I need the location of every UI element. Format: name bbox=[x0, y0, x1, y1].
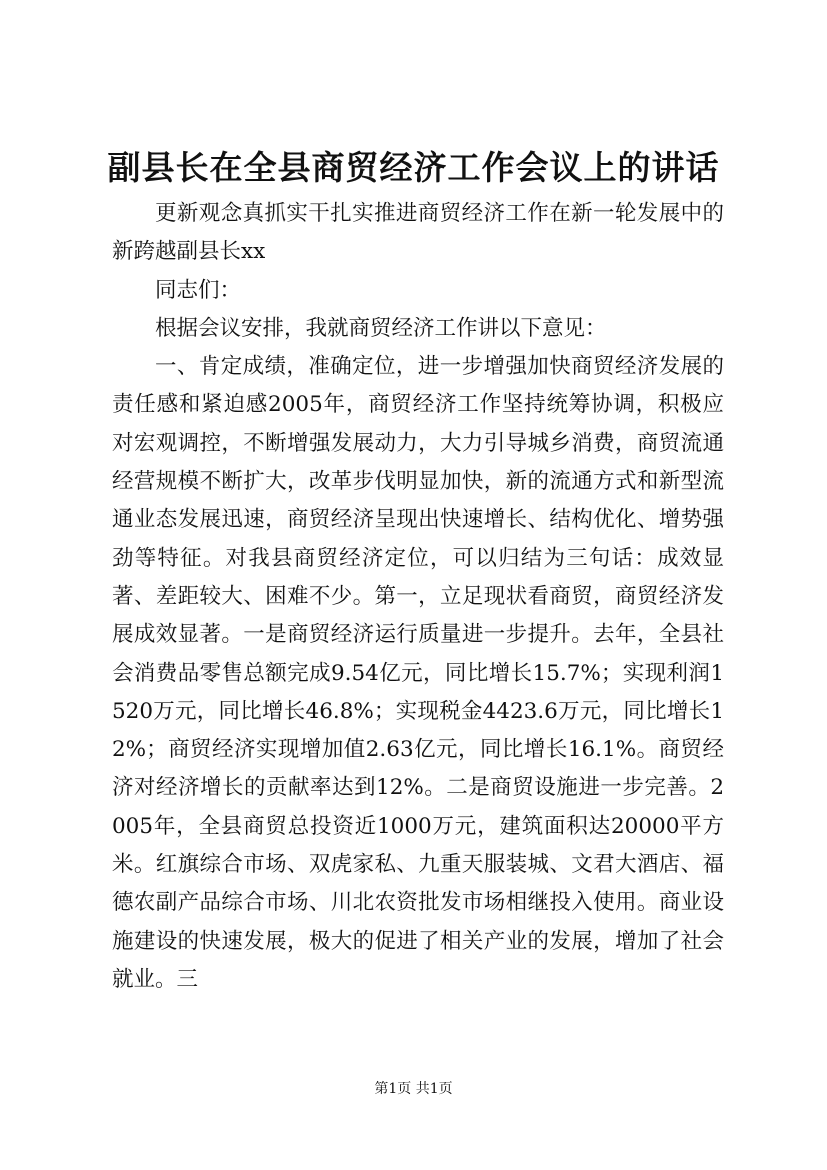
document-title: 副县长在全县商贸经济工作会议上的讲话 bbox=[107, 148, 720, 187]
body-paragraph: 一、肯定成绩，准确定位，进一步增强加快商贸经济发展的责任感和紧迫感2005年，商贸经济工作坚持统筹协调，积极应对宏观调控，不断增强发展动力，大力引导城乡消费，商贸流通经营规模不断扩大，改革步伐明显加快，新的流通方式和新型流通业态发展迅速，商贸经济呈现出快速增长、结构优化、增势强劲等特征。对我县商贸经济定位，可以归结为三句话：成效显著、差距较大、困难不少。第一，立足现状看商贸，商贸经济发展成效显著。一是商贸经济运行质量进一步提升。去年，全县社会消费品零售总额完成9.54亿元，同比增长15.7%；实现利润1520万元，同比增长46.8%；实现税金4423.6万元，同比增长12%；商贸经济实现增加值2.63亿元，同比增长16.1%。商贸经济对经济增长的贡献率达到12%。二是商贸设施进一步完善。2005年，全县商贸总投资近1000万元，建筑面积达20000平方米。红旗综合市场、双虎家私、九重天服装城、文君大酒店、福德农副产品综合市场、川北农资批发市场相继投入使用。商业设施建设的快速发展，极大的促进了相关产业的发展，增加了社会就业。三 bbox=[112, 354, 724, 992]
page-number: 第1页 共1页 bbox=[374, 1081, 453, 1097]
salutation-paragraph: 同志们： bbox=[155, 277, 242, 303]
intro-paragraph: 根据会议安排，我就商贸经济工作讲以下意见： bbox=[155, 315, 607, 341]
subtitle-paragraph: 更新观念真抓实干扎实推进商贸经济工作在新一轮发展中的新跨越副县长xx bbox=[112, 201, 724, 265]
document-body bbox=[112, 195, 724, 999]
